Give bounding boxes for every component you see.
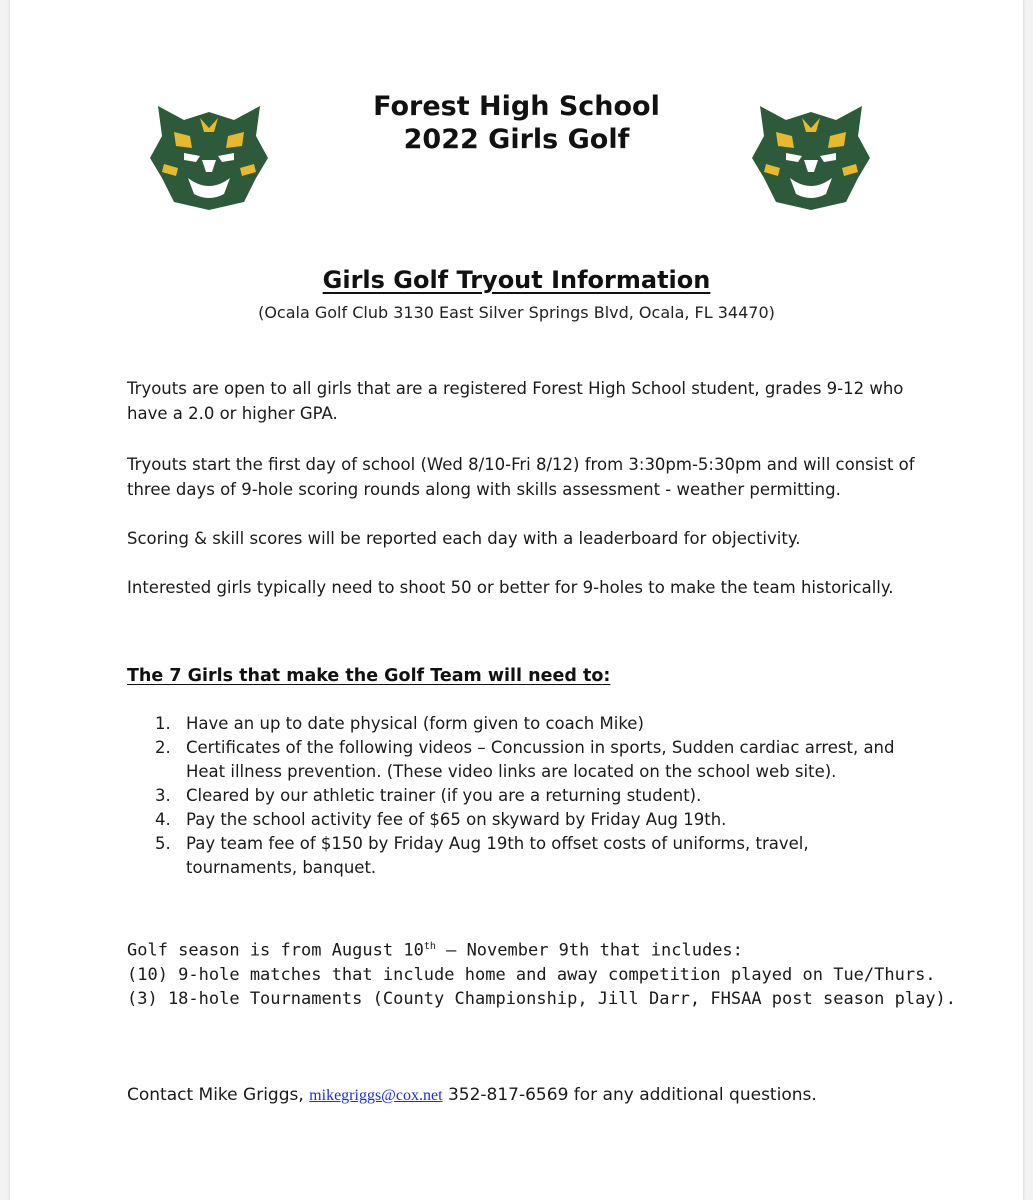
school-name: Forest High School [373, 91, 660, 122]
tryout-location: (Ocala Golf Club 3130 East Silver Springs Blvd, Ocala, FL 34470) [258, 303, 775, 322]
list-number: 3. [155, 786, 171, 805]
season-dates-start: Golf season is from August 10 [127, 940, 424, 961]
requirements-list [155, 712, 915, 880]
season-info [127, 935, 1007, 1011]
season-matches: (10) 9-hole matches that include home and away competition played on Tue/Thurs. [127, 964, 936, 985]
season-tournaments: (3) 18-hole Tournaments (County Championship, Jill Darr, FHSAA post season play). [127, 988, 957, 1009]
list-text: Pay the school activity fee of $65 on skyward by Friday Aug 19th. [186, 810, 727, 829]
schedule-paragraph: Tryouts start the first day of school (Wed 8/10-Fri 8/12) from 3:30pm-5:30pm and will consist of three days of 9-hole scoring rounds along with skills assessment - weather permitting. [127, 455, 915, 499]
contact-phone: 352-817-6569 for any additional questions. [442, 1085, 817, 1105]
contact-line [127, 1085, 1007, 1105]
season-dates-end: – November 9th that includes: [435, 940, 743, 961]
list-number: 4. [155, 810, 171, 829]
list-item [155, 784, 915, 808]
list-text: Certificates of the following videos – Concussion in sports, Sudden cardiac arrest, and Heat illness prevention. (These video links are located on the school web site). [186, 738, 895, 781]
standard-paragraph: Interested girls typically need to shoot 50 or better for 9-holes to make the team historically. [127, 578, 894, 597]
list-item [155, 712, 915, 736]
list-item [155, 736, 915, 784]
document-page [10, 0, 1023, 1200]
list-text: Have an up to date physical (form given to coach Mike) [186, 714, 644, 733]
list-item [155, 832, 915, 880]
list-number: 5. [155, 834, 171, 853]
team-requirements-heading: The 7 Girls that make the Golf Team will need to: [127, 666, 611, 686]
list-text: Cleared by our athletic trainer (if you are a returning student). [186, 786, 702, 805]
tryout-heading: Girls Golf Tryout Information [322, 266, 711, 294]
eligibility-paragraph: Tryouts are open to all girls that are a registered Forest High School student, grades 9-12 who have a 2.0 or higher GPA. [127, 379, 904, 423]
ordinal-suffix: th [423, 941, 436, 952]
contact-name: Contact Mike Griggs, [127, 1085, 310, 1105]
program-title: 2022 Girls Golf [403, 124, 630, 155]
scoring-paragraph: Scoring & skill scores will be reported each day with a leaderboard for objectivity. [127, 529, 801, 548]
list-item [155, 808, 915, 832]
list-text: Pay team fee of $150 by Friday Aug 19th to offset costs of uniforms, travel, tournaments, banquet. [186, 834, 809, 877]
list-number: 2. [155, 738, 171, 757]
list-number: 1. [155, 714, 171, 733]
season-dates [127, 935, 1007, 963]
contact-email-link[interactable]: mikegriggs@cox.net [309, 1087, 443, 1104]
document-header [10, 90, 1023, 156]
